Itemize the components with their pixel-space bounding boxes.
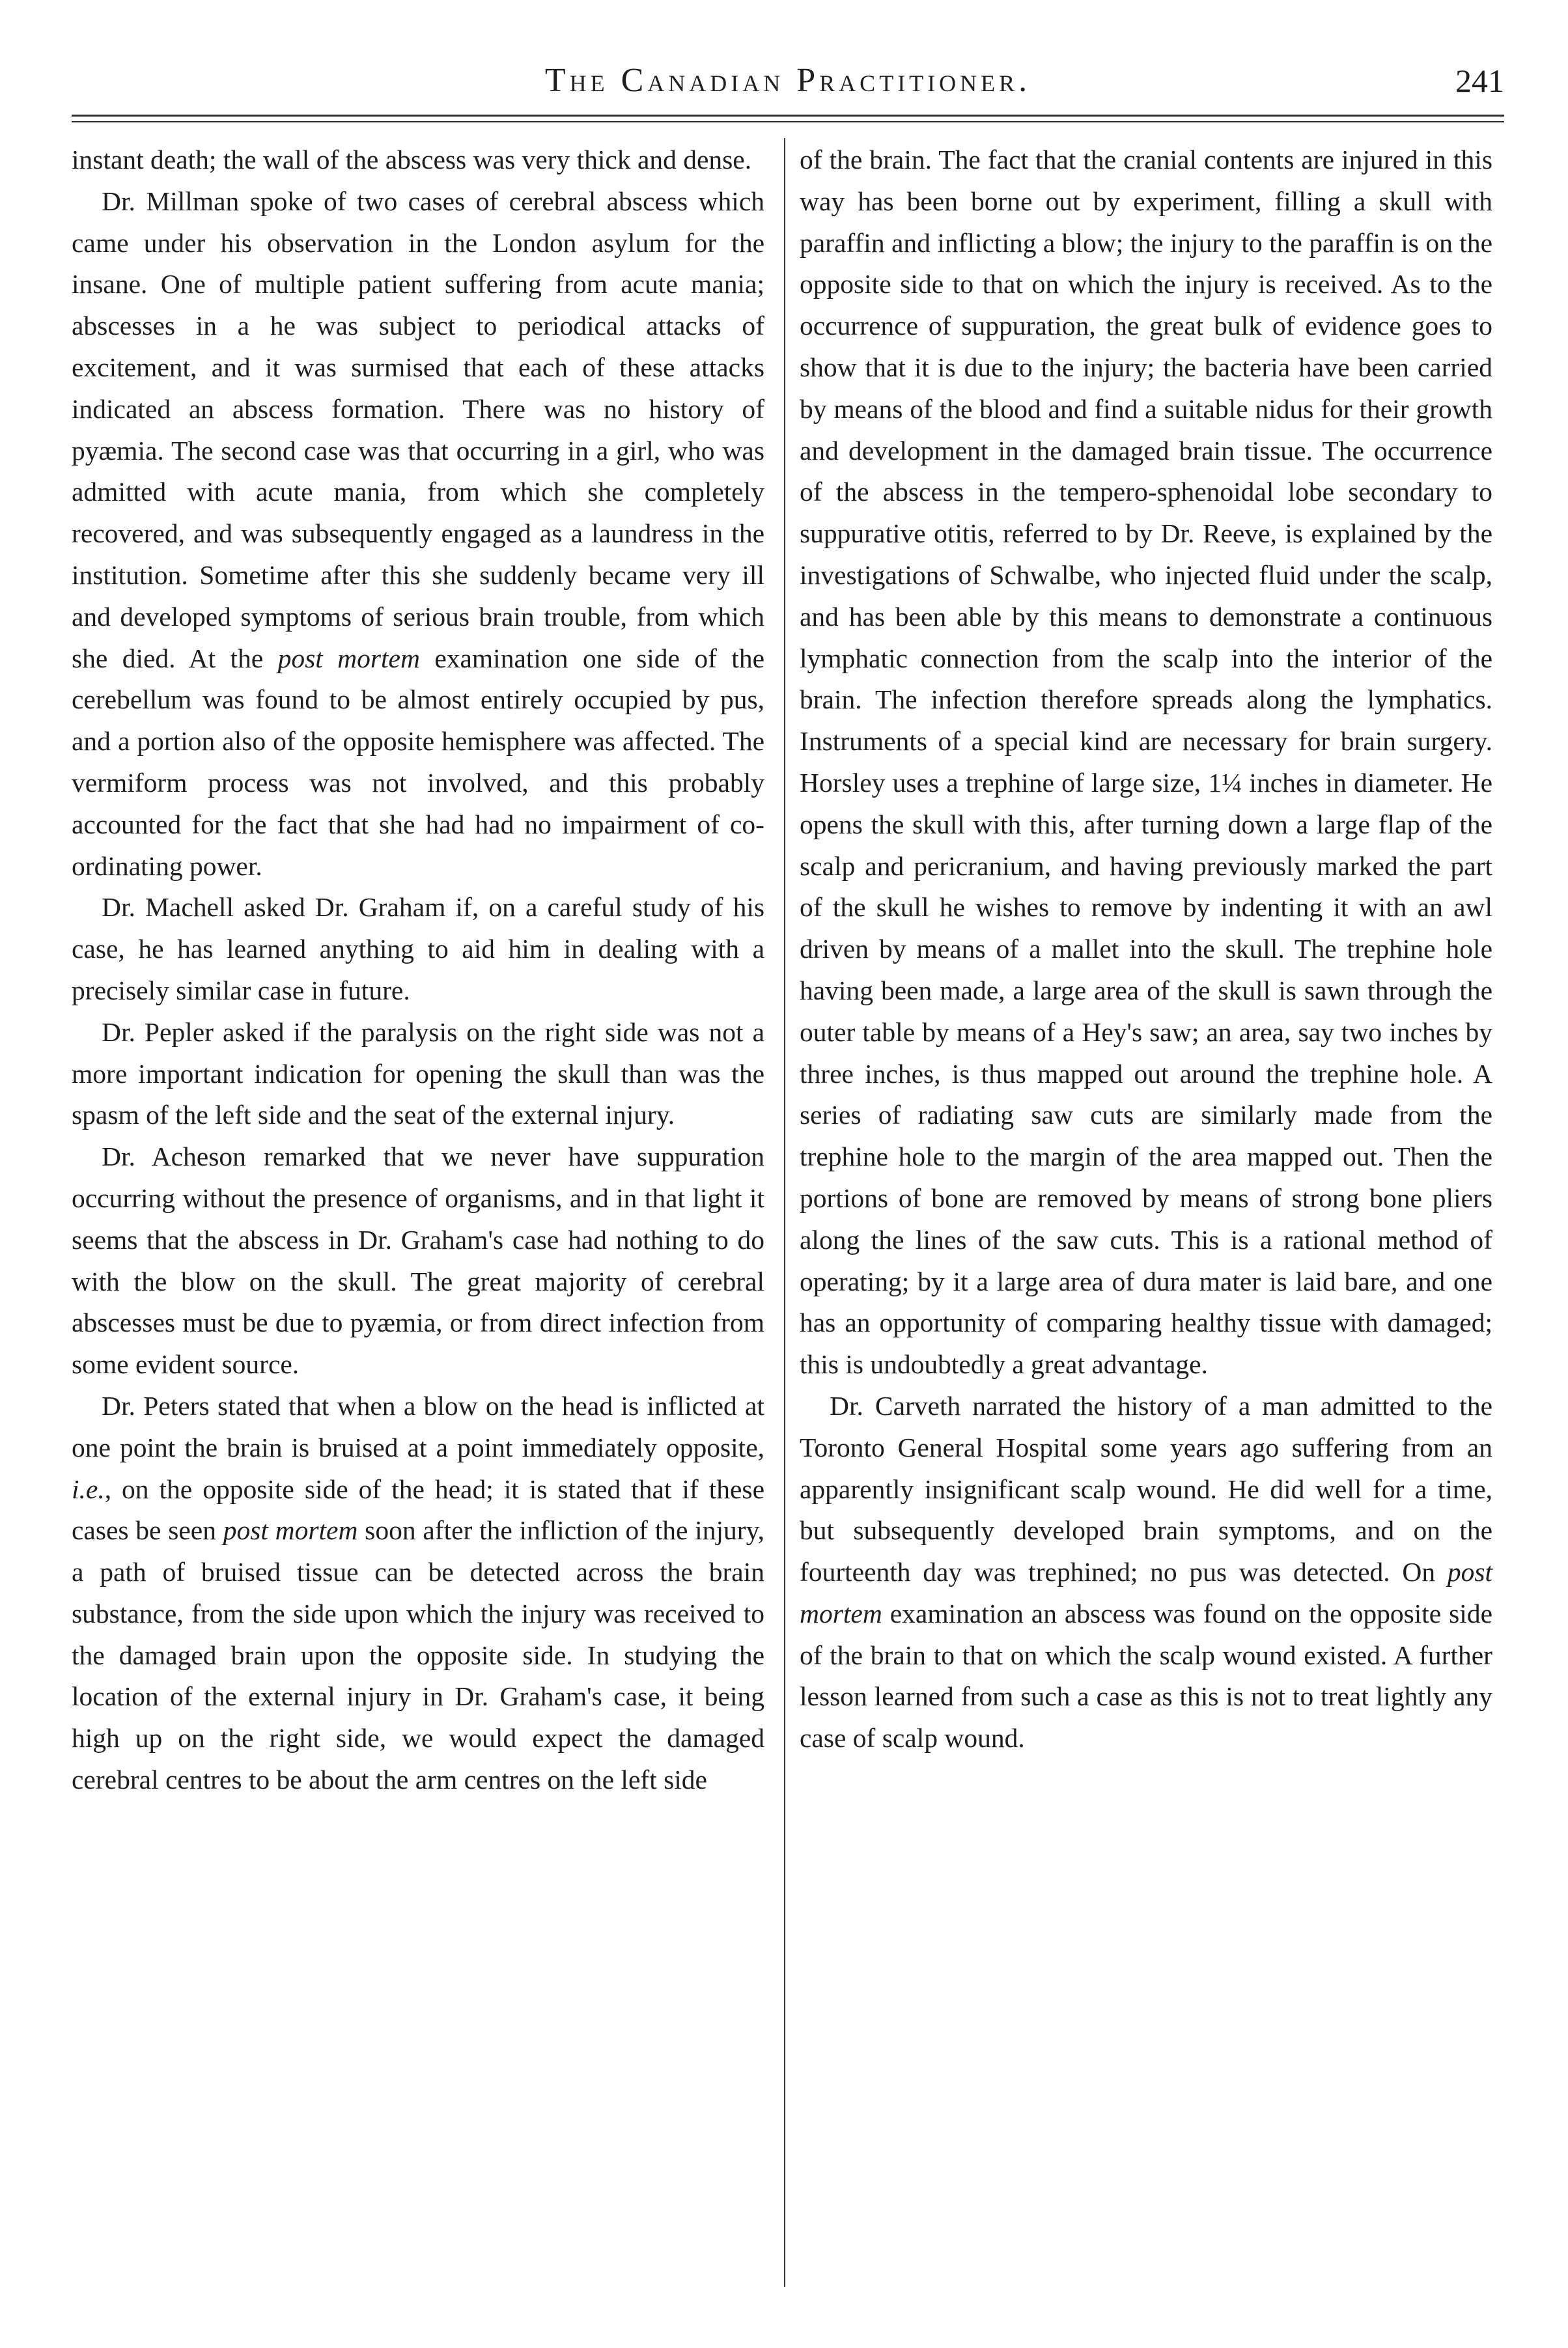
paragraph-text: Dr. Millman spoke of two cases of cerebral abscess which came under his observation in the London asylum for the insane. One of multiple patient suffering from acute mania; abscesses in a he was subject to periodical attacks of excitement, and it was surmised that each of these attacks indicated an abscess formation. There was no history of pyæmia. The second case was that occurring in a girl, who was admitted with acute mania, from which she completely recovered, and was subsequently engaged as a laundress in the institution. Sometime after this she suddenly became very ill and developed symptoms of serious brain trouble, from which she died. At the bbox=[72, 186, 764, 673]
paragraph-text: instant death; the wall of the abscess was very thick and dense. bbox=[72, 145, 752, 175]
paragraph-text: soon after the infliction of the injury, a path of bruised tissue can be detected across the brain substance, from the side upon which the injury was received to the damaged brain upon the opposite side. In studying the location of the external injury in Dr. Graham's case, it being high up on the right side, we would expect the damaged cerebral centres to be about the arm centres on the left side bbox=[72, 1515, 764, 1795]
paragraph bbox=[72, 1012, 764, 1136]
header-rule-bottom bbox=[72, 121, 1504, 122]
running-title: The Canadian Practitioner. bbox=[544, 62, 1031, 99]
column-divider bbox=[784, 138, 785, 2287]
paragraph-text: Dr. Acheson remarked that we never have suppuration occurring without the presence of organisms, and in that light it seems that the abscess in Dr. Graham's case had nothing to do with the blow on the skull. The great majority of cerebral abscesses must be due to pyæmia, or from direct infection from some evident source. bbox=[72, 1141, 764, 1380]
paragraph-text: , on the opposite side of the head; it is stated that if these cases be seen bbox=[72, 1474, 764, 1546]
page-number: 241 bbox=[1455, 63, 1504, 99]
paragraph-text: Dr. Pepler asked if the paralysis on the right side was not a more important indication for opening the skull than was the spasm of the left side and the seat of the external injury. bbox=[72, 1016, 764, 1130]
paragraph bbox=[72, 181, 764, 887]
paragraph bbox=[800, 139, 1492, 1386]
italic-term: post mortem bbox=[223, 1515, 358, 1546]
paragraph bbox=[72, 139, 764, 181]
paragraph bbox=[72, 1386, 764, 1801]
right-column bbox=[800, 139, 1492, 1759]
header-rule-top bbox=[72, 115, 1504, 117]
paragraph-text: of the brain. The fact that the cranial contents are injured in this way has been borne out by experiment, filling a skull with paraffin and inflicting a blow; the injury to the paraffin is on the opposite side to that on which the injury is received. As to the occurrence of suppuration, the great bulk of evidence goes to show that it is due to the injury; the bacteria have been carried by means of the blood and find a suitable nidus for their growth and development in the damaged brain tissue. The occurrence of the abscess in the tempero-sphenoidal lobe secondary to suppurative otitis, referred to by Dr. Reeve, is explained by the investigations of Schwalbe, who injected fluid under the scalp, and has been able by this means to demonstrate a continuous lymphatic connection from the scalp into the interior of the brain. The infection therefore spreads along the lymphatics. Instruments of a special kind are necessary for brain surgery. Horsley uses a trephine of large size, 1¼ inches in diameter. He opens the skull with this, after turning down a large flap of the scalp and pericranium, and having previously marked the part of the skull he wishes to remove by indenting it with an awl driven by means of a mallet into the skull. The trephine hole having been made, a large area of the skull is sawn through the outer table by means of a Hey's saw; an area, say two inches by three inches, is thus mapped out around the trephine hole. A series of radiating saw cuts are similarly made from the trephine hole to the margin of the area mapped out. Then the portions of bone are removed by means of strong bone pliers along the lines of the saw cuts. This is a rational method of operating; by it a large area of dura mater is laid bare, and one has an opportunity of comparing healthy tissue with damaged; this is undoubtedly a great advantage. bbox=[800, 145, 1492, 1380]
paragraph-text: Dr. Peters stated that when a blow on the head is inflicted at one point the brain is bruised at a point immediately opposite, bbox=[72, 1390, 764, 1462]
paragraph bbox=[72, 1136, 764, 1386]
italic-term: post mortem bbox=[800, 1557, 1492, 1628]
italic-term: i.e. bbox=[72, 1474, 105, 1504]
paragraph-text: Dr. Carveth narrated the history of a man admitted to the Toronto General Hospital some years ago suffering from an apparently insignificant scalp wound. He did well for a time, but subsequently developed brain symptoms, and on the fourteenth day was trephined; no pus was detected. On bbox=[800, 1390, 1492, 1587]
paragraph-text: examination an abscess was found on the opposite side of the brain to that on which the scalp wound existed. A further lesson learned from such a case as this is not to treat lightly any case of scalp wound. bbox=[800, 1598, 1492, 1754]
paragraph-text: examination one side of the cerebellum was found to be almost entirely occupied by pus, and a portion also of the opposite hemisphere was affected. The vermiform process was not involved, and this probably accounted for the fact that she had had no impairment of co-ordinating power. bbox=[72, 643, 764, 881]
paragraph bbox=[800, 1386, 1492, 1759]
italic-term: post mortem bbox=[277, 643, 420, 673]
paragraph bbox=[72, 887, 764, 1011]
left-column bbox=[72, 139, 764, 1801]
page-header bbox=[72, 55, 1504, 107]
paragraph-text: Dr. Machell asked Dr. Graham if, on a careful study of his case, he has learned anything to aid him in dealing with a precisely similar case in future. bbox=[72, 892, 764, 1005]
